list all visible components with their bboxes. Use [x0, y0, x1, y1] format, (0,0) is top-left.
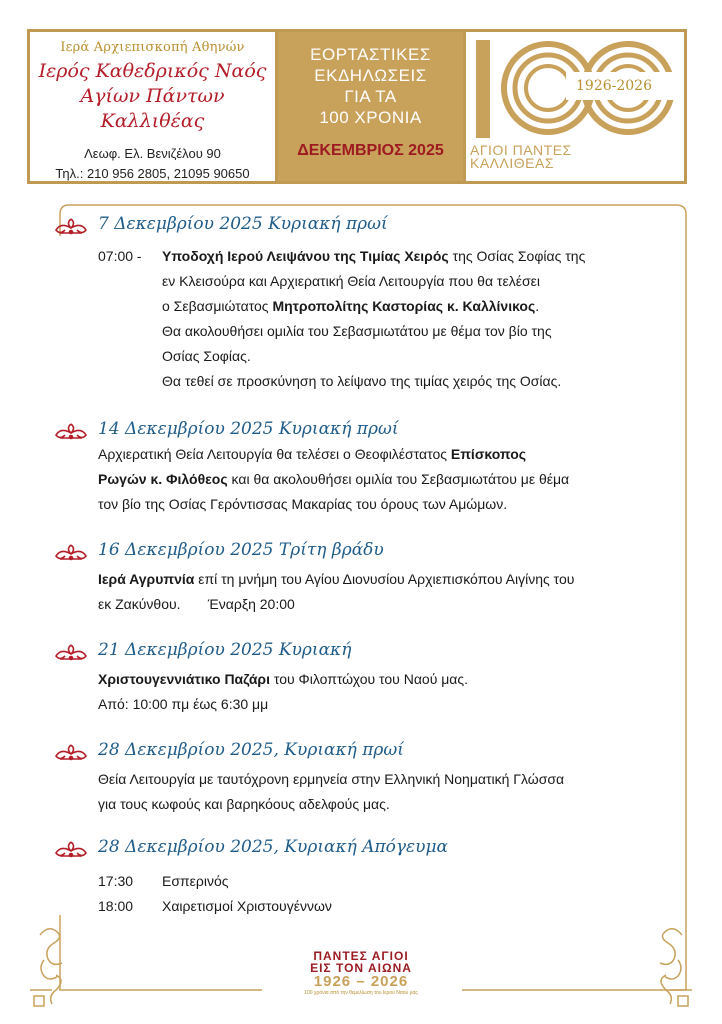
archdiocese-name: Ιερά Αρχιεπισκοπή Αθηνών — [60, 40, 245, 55]
ornament-icon — [52, 541, 90, 563]
footer-logo-line1: ΠΑΝΤΕΣ ΑΓΙΟΙ — [313, 949, 409, 963]
event-text-line: Ιερά Αγρυπνία επί τη μνήμη του Αγίου Διονυσίου Αρχιεπισκόπου Αιγίνης του — [98, 571, 575, 587]
event-text-line: Υποδοχή Ιερού Λειψάνου της Τιμίας Χειρός της Οσίας Σοφίας της — [162, 248, 586, 264]
events-month: ΔΕΚΕΜΒΡΙΟΣ 2025 — [297, 142, 444, 159]
event-text-line: Οσίας Σοφίας. — [162, 348, 251, 364]
event-text-line: τον βίο της Οσίας Γερόντισσας Μακαρίας του όρους των Αμώμων. — [98, 496, 508, 512]
event-heading: 16 Δεκεμβρίου 2025 Τρίτη βράδυ — [98, 540, 384, 560]
event-text-line: ο Σεβασμιώτατος Μητροπολίτης Καστορίας κ. Καλλίνικος. — [162, 298, 540, 314]
event-time: 18:00 — [98, 898, 134, 914]
event-heading: 21 Δεκεμβρίου 2025 Κυριακή — [98, 640, 352, 660]
ornament-icon — [52, 420, 90, 442]
ornament-icon — [52, 641, 90, 663]
footer-logo-tagline: 100 χρόνια από την θεμελίωση του Ιερού Ναού μας — [304, 990, 418, 996]
footer-logo — [270, 950, 452, 997]
church-name-line1: Ιερός Καθεδρικός Ναός — [38, 60, 267, 82]
ornament-icon — [52, 838, 90, 860]
event-text-line: εκ Ζακύνθου. Έναρξη 20:00 — [98, 596, 295, 612]
logo-years: 1926-2026 — [576, 78, 652, 94]
ornament-icon — [52, 215, 90, 237]
event-text-line: Θα τεθεί σε προσκύνηση το λείψανο της τιμίας χειρός της Οσίας. — [162, 373, 562, 389]
event-heading: 7 Δεκεμβρίου 2025 Κυριακή πρωί — [98, 214, 388, 234]
header-box — [27, 29, 687, 184]
event-time: 07:00 - — [98, 248, 142, 264]
event-text-line: Εσπερινός — [162, 873, 229, 889]
church-name-line2: Αγίων Πάντων Καλλιθέας — [80, 85, 225, 132]
event-text-line: για τους κωφούς και βαρηκόους αδελφούς μας. — [98, 796, 390, 812]
event-text-line: Αρχιερατική Θεία Λειτουργία θα τελέσει ο Θεοφιλέστατος Επίσκοπος — [98, 446, 527, 462]
church-address: Λεωφ. Ελ. Βενιζέλου 90 — [84, 146, 221, 161]
logo-name-line1: ΑΓΙΟΙ ΠΑΝΤΕΣ — [470, 142, 572, 158]
event-text-line: Χαιρετισμοί Χριστουγέννων — [162, 898, 332, 914]
logo-name-line2: ΚΑΛΛΙΘΕΑΣ — [470, 155, 554, 171]
event-heading: 14 Δεκεμβρίου 2025 Κυριακή πρωί — [98, 419, 399, 439]
event-time: 17:30 — [98, 873, 134, 889]
event-text-line: Ρωγών κ. Φιλόθεος και θα ακολουθήσει ομιλία του Σεβασμιωτάτου με θέμα — [98, 471, 570, 487]
event-heading: 28 Δεκεμβρίου 2025, Κυριακή πρωί — [98, 740, 404, 760]
events-title-line: ΕΚΔΗΛΩΣΕΙΣ — [314, 66, 427, 85]
events-title-panel — [278, 32, 466, 181]
centenary-logo — [466, 32, 684, 181]
footer-logo-line2: ΕΙΣ ΤΟΝ ΑΙΩΝΑ — [310, 961, 412, 975]
church-info — [30, 32, 278, 181]
events-title-line: 100 ΧΡΟΝΙΑ — [319, 108, 422, 127]
event-text-line: Θα ακολουθήσει ομιλία του Σεβασμιωτάτου με θέμα τον βίο της — [162, 323, 552, 339]
footer-logo-years: 1926 – 2026 — [313, 973, 409, 990]
event-text-line: Θεία Λειτουργία με ταυτόχρονη ερμηνεία στην Ελληνική Νοηματική Γλώσσα — [98, 771, 565, 787]
events-title-line: ΓΙΑ ΤΑ — [344, 87, 397, 106]
event-text-line: Από: 10:00 πμ έως 6:30 μμ — [98, 696, 269, 712]
event-text-line: εν Κλεισούρα και Αρχιερατική Θεία Λειτουργία που θα τελέσει — [162, 273, 540, 289]
event-heading: 28 Δεκεμβρίου 2025, Κυριακή Απόγευμα — [98, 837, 449, 857]
ornament-icon — [52, 741, 90, 763]
events-title-line: ΕΟΡΤΑΣΤΙΚΕΣ — [310, 45, 431, 64]
church-phone: Τηλ.: 210 956 2805, 21095 90650 — [55, 166, 250, 181]
event-text-line: Χριστουγεννιάτικο Παζάρι του Φιλοπτώχου του Ναού μας. — [98, 671, 469, 687]
